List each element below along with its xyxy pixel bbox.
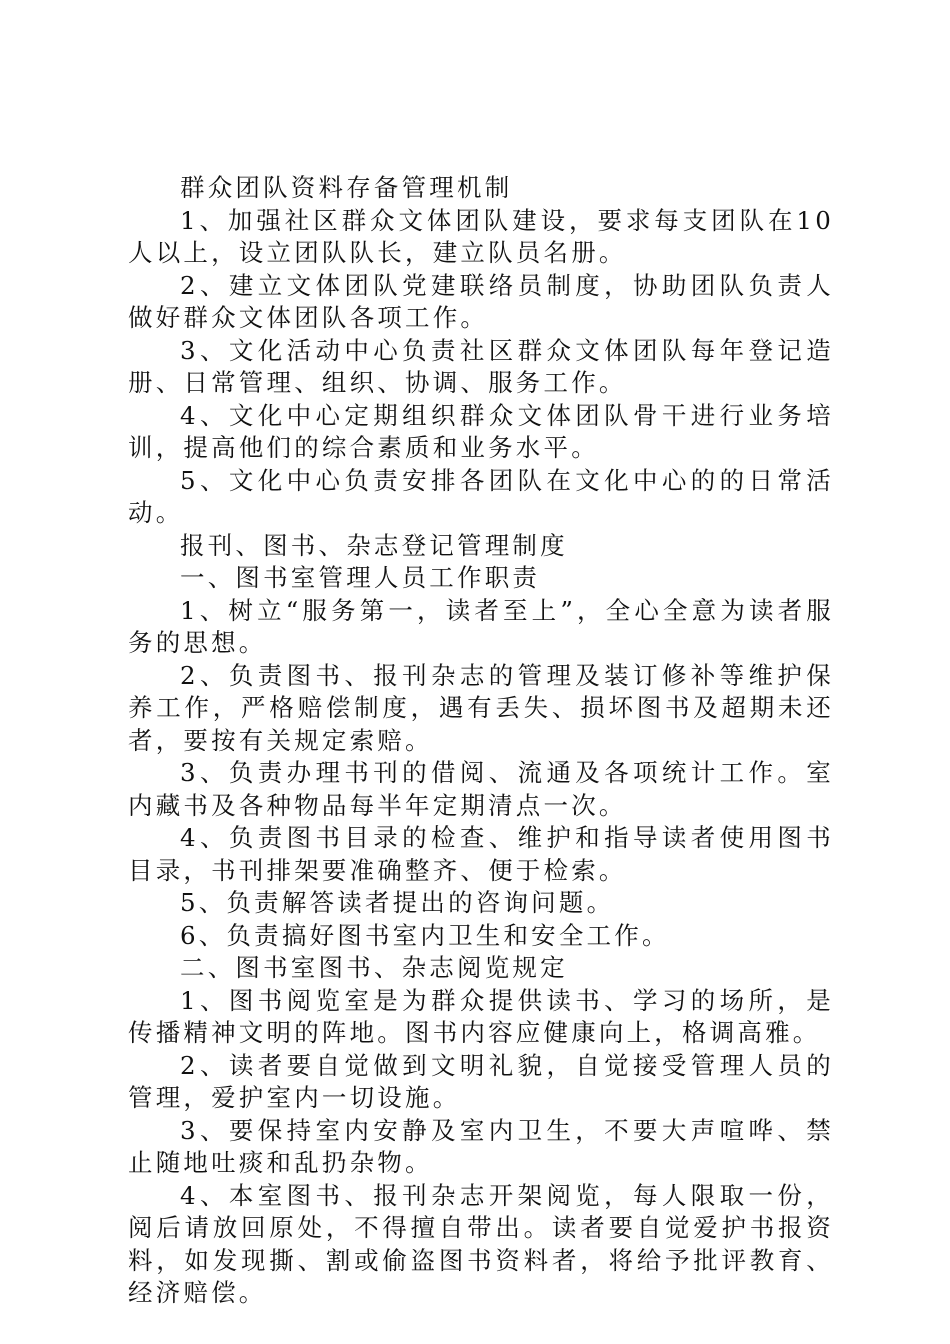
paragraph: 3、文化活动中心负责社区群众文体团队每年登记造册、日常管理、组织、协调、服务工作。 [128, 335, 834, 397]
paragraph: 4、本室图书、报刊杂志开架阅览，每人限取一份，阅后请放回原处，不得擅自带出。读者要自觉爱护书报资料，如发现撕、割或偷盗图书资料者，将给予批评教育、经济赔偿。 [128, 1180, 834, 1307]
paragraph: 5、负责解答读者提出的咨询问题。 [180, 888, 615, 917]
paragraph: 5、文化中心负责安排各团队在文化中心的的日常活动。 [128, 465, 834, 527]
document-body [128, 172, 834, 1310]
section-title: 群众团队资料存备管理机制 [180, 173, 513, 202]
paragraph: 2、建立文体团队党建联络员制度，协助团队负责人做好群众文体团队各项工作。 [128, 270, 834, 332]
paragraph: 4、负责图书目录的检查、维护和指导读者使用图书目录，书刊排架要准确整齐、便于检索。 [128, 823, 834, 885]
paragraph: 3、要保持室内安静及室内卫生，不要大声喧哗、禁止随地吐痰和乱扔杂物。 [128, 1115, 834, 1177]
paragraph: 6、负责搞好图书室内卫生和安全工作。 [180, 920, 670, 950]
subsection-title: 二、图书室图书、杂志阅览规定 [180, 953, 568, 982]
paragraph: 3、负责办理书刊的借阅、流通及各项统计工作。室内藏书及各种物品每半年定期清点一次。 [128, 758, 834, 820]
paragraph: 1、加强社区群众文体团队建设，要求每支团队在10人以上，设立团队队长，建立队员名册。 [128, 205, 834, 267]
paragraph: 4、文化中心定期组织群众文体团队骨干进行业务培训，提高他们的综合素质和业务水平。 [128, 400, 834, 462]
paragraph: 1、树立“服务第一，读者至上”，全心全意为读者服务的思想。 [128, 595, 834, 657]
section-title: 报刊、图书、杂志登记管理制度 [180, 530, 568, 560]
paragraph: 1、图书阅览室是为群众提供读书、学习的场所，是传播精神文明的阵地。图书内容应健康向上，格调高雅。 [128, 985, 834, 1047]
paragraph: 2、读者要自觉做到文明礼貌，自觉接受管理人员的管理，爱护室内一切设施。 [128, 1050, 834, 1112]
paragraph: 2、负责图书、报刊杂志的管理及装订修补等维护保养工作，严格赔偿制度，遇有丢失、损坏图书及超期未还者，要按有关规定索赔。 [128, 660, 834, 755]
subsection-title: 一、图书室管理人员工作职责 [180, 563, 541, 592]
